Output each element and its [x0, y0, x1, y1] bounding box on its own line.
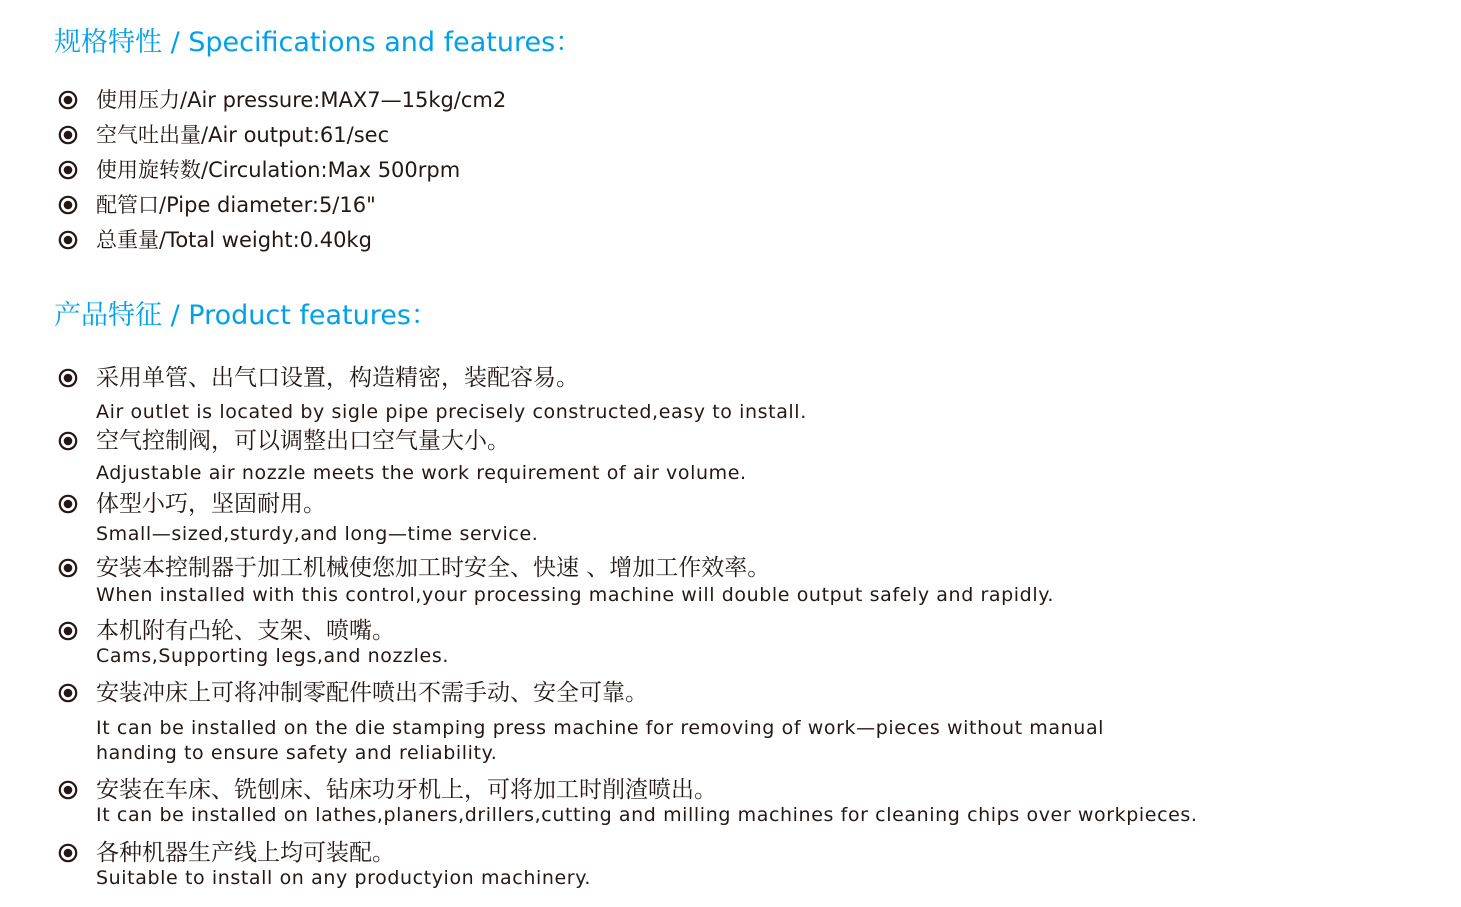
feature-text-en: Air outlet is located by sigle pipe precisely constructed,easy to install.	[96, 401, 807, 423]
feature-text-cn: 安装本控制器于加工机械使您加工时安全、快速 、增加工作效率。	[96, 555, 771, 581]
double-circle-bullet-icon	[58, 160, 78, 180]
spec-item-text: 配管口/Pipe diameter:5/16"	[96, 193, 376, 217]
double-circle-bullet-icon	[58, 683, 78, 703]
double-circle-bullet-icon	[58, 843, 78, 863]
feature-text-en: Suitable to install on any productyion machinery.	[96, 867, 591, 889]
feature-text-cn: 空气控制阀，可以调整出口空气量大小。	[96, 428, 510, 454]
specifications-title: 规格特性 / Specifications and features：	[54, 27, 583, 58]
double-circle-bullet-icon	[58, 431, 78, 451]
feature-text-cn: 各种机器生产线上均可装配。	[96, 840, 395, 866]
spec-item-text: 空气吐出量/Air output:61/sec	[96, 123, 390, 147]
double-circle-bullet-icon	[58, 230, 78, 250]
feature-text-en: When installed with this control,your processing machine will double output safely and rapidly.	[96, 584, 1054, 606]
feature-text-en: handing to ensure safety and reliability.	[96, 742, 498, 764]
feature-text-en: It can be installed on the die stamping press machine for removing of work—pieces without manual	[96, 717, 1105, 739]
double-circle-bullet-icon	[58, 195, 78, 215]
spec-item-text: 总重量/Total weight:0.40kg	[96, 228, 372, 252]
feature-text-en: Small—sized,sturdy,and long—time service.	[96, 523, 539, 545]
feature-text-cn: 本机附有凸轮、支架、喷嘴。	[96, 618, 395, 644]
double-circle-bullet-icon	[58, 125, 78, 145]
spec-item-text: 使用旋转数/Circulation:Max 500rpm	[96, 158, 461, 182]
feature-text-cn: 体型小巧，坚固耐用。	[96, 491, 326, 517]
feature-text-cn: 安装在车床、铣刨床、钻床功牙机上，可将加工时削渣喷出。	[96, 777, 717, 803]
double-circle-bullet-icon	[58, 780, 78, 800]
double-circle-bullet-icon	[58, 368, 78, 388]
feature-text-en: Cams,Supporting legs,and nozzles.	[96, 645, 449, 667]
feature-text-cn: 安装冲床上可将冲制零配件喷出不需手动、安全可靠。	[96, 680, 648, 706]
feature-text-en: It can be installed on lathes,planers,drillers,cutting and milling machines for cleaning chips over workpieces.	[96, 804, 1198, 826]
spec-item-text: 使用压力/Air pressure:MAX7—15kg/cm2	[96, 88, 507, 112]
feature-text-en: Adjustable air nozzle meets the work requirement of air volume.	[96, 462, 747, 484]
double-circle-bullet-icon	[58, 621, 78, 641]
product-features-title: 产品特征 / Product features：	[54, 300, 438, 331]
double-circle-bullet-icon	[58, 558, 78, 578]
double-circle-bullet-icon	[58, 90, 78, 110]
double-circle-bullet-icon	[58, 494, 78, 514]
feature-text-cn: 采用单管、出气口设置，构造精密，装配容易。	[96, 365, 579, 391]
